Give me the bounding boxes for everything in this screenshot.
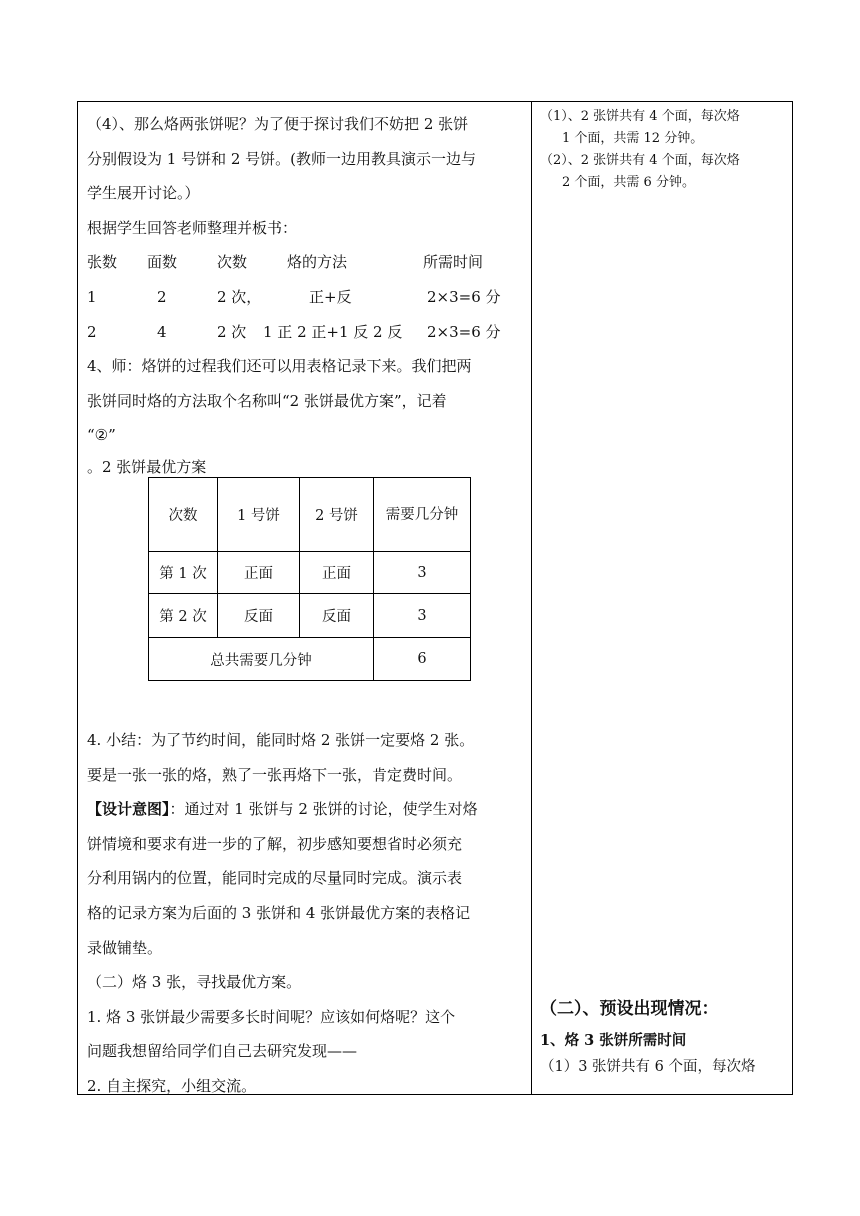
text-line: 1 个面，共需 12 分钟。: [562, 131, 704, 146]
table-row: [149, 594, 471, 638]
summary-cell: 2 次: [217, 322, 247, 341]
text-line: 学生展开讨论。）: [87, 184, 200, 203]
summary-cell: 1 正 2 正+1 反 2 反: [263, 322, 403, 341]
column-divider: [531, 101, 532, 1095]
table-cell: 正面: [218, 552, 300, 594]
summary-header: 所需时间: [423, 253, 484, 272]
summary-header-row: [87, 250, 525, 285]
design-intent-label: 【设计意图】: [87, 800, 170, 819]
text-line: （1）、2 张饼共有 4 个面，每次烙: [540, 109, 740, 124]
table-cell: 正面: [300, 552, 374, 594]
summary-cell: 4: [157, 322, 167, 341]
total-label: 总共需要几分钟: [149, 638, 374, 681]
left-column-lower: [87, 728, 525, 1109]
text-line: 张饼同时烙的方法取个名称叫“2 张饼最优方案”，记着: [87, 391, 447, 410]
table-cell: 3: [374, 552, 471, 594]
text-line: 问题我想留给同学们自己去研究发现——: [87, 1042, 358, 1061]
summary-header: 张数: [87, 253, 118, 272]
text-line: 2 个面，共需 6 分钟。: [562, 175, 695, 190]
table-cell: 第 1 次: [149, 552, 218, 594]
table-cell: 3: [374, 594, 471, 638]
text-line: 分利用锅内的位置，能同时完成的尽量同时完成。演示表: [87, 869, 463, 888]
text-line: “②”: [87, 426, 116, 445]
summary-header: 次数: [217, 253, 248, 272]
text-line: 2. 自主探究，小组交流。: [87, 1076, 257, 1095]
summary-cell: 2×3=6 分: [427, 322, 501, 341]
text-line: 饼情境和要求有进一步的了解，初步感知要想省时必须充: [87, 834, 463, 853]
text-line: 要是一张一张的烙，熟了一张再烙下一张，肯定费时间。: [87, 765, 463, 784]
text-line: 录做铺垫。: [87, 938, 163, 957]
table-header: 次数: [149, 478, 218, 552]
left-column: [87, 112, 525, 490]
right-column-lower: [540, 996, 790, 1080]
design-intent-text: ：通过对 1 张饼与 2 张饼的讨论，使学生对烙: [169, 800, 478, 819]
summary-cell: 2: [157, 287, 167, 306]
text-line: （4）、那么烙两张饼呢？为了便于探讨我们不妨把 2 张饼: [87, 115, 469, 133]
table-total-row: [149, 638, 471, 681]
summary-header: 烙的方法: [287, 253, 348, 272]
text-line: （二）烙 3 张，寻找最优方案。: [87, 973, 302, 992]
summary-cell: 2×3=6 分: [427, 287, 501, 306]
section-subheading: 1、烙 3 张饼所需时间: [540, 1032, 687, 1049]
design-intent-line: [87, 797, 525, 832]
text-line: 4. 小结：为了节约时间，能同时烙 2 张饼一定要烙 2 张。: [87, 731, 475, 749]
table-cell: 反面: [300, 594, 374, 638]
total-value: 6: [374, 638, 471, 681]
table-header: 1 号饼: [218, 478, 300, 552]
summary-cell: 2: [87, 322, 97, 341]
table-row: [149, 552, 471, 594]
text-line: （1）3 张饼共有 6 个面，每次烙: [540, 1059, 756, 1075]
summary-row: [87, 285, 525, 320]
text-line: 1. 烙 3 张饼最少需要多长时间呢？应该如何烙呢？这个: [87, 1007, 456, 1026]
table-header: 需要几分钟: [374, 478, 471, 552]
right-column: [540, 106, 790, 194]
summary-cell: 2 次，: [217, 287, 262, 306]
summary-cell: 1: [87, 287, 97, 306]
section-heading: （二）、预设出现情况：: [540, 999, 719, 1019]
summary-header: 面数: [147, 253, 178, 272]
text-line: 4、师：烙饼的过程我们还可以用表格记录下来。我们把两: [87, 357, 472, 376]
text-line: 分别假设为 1 号饼和 2 号饼。(教师一边用教具演示一边与: [87, 149, 477, 168]
text-line: 根据学生回答老师整理并板书：: [87, 218, 298, 237]
summary-row: [87, 320, 525, 355]
text-line: 格的记录方案为后面的 3 张饼和 4 张饼最优方案的表格记: [87, 903, 471, 922]
table-header: 2 号饼: [300, 478, 374, 552]
optimal-plan-table: [148, 477, 471, 681]
text-line: （2）、2 张饼共有 4 个面，每次烙: [540, 153, 740, 168]
summary-cell: 正+反: [309, 287, 352, 306]
table-cell: 反面: [218, 594, 300, 638]
table-cell: 第 2 次: [149, 594, 218, 638]
text-line: 。2 张饼最优方案: [87, 458, 207, 477]
